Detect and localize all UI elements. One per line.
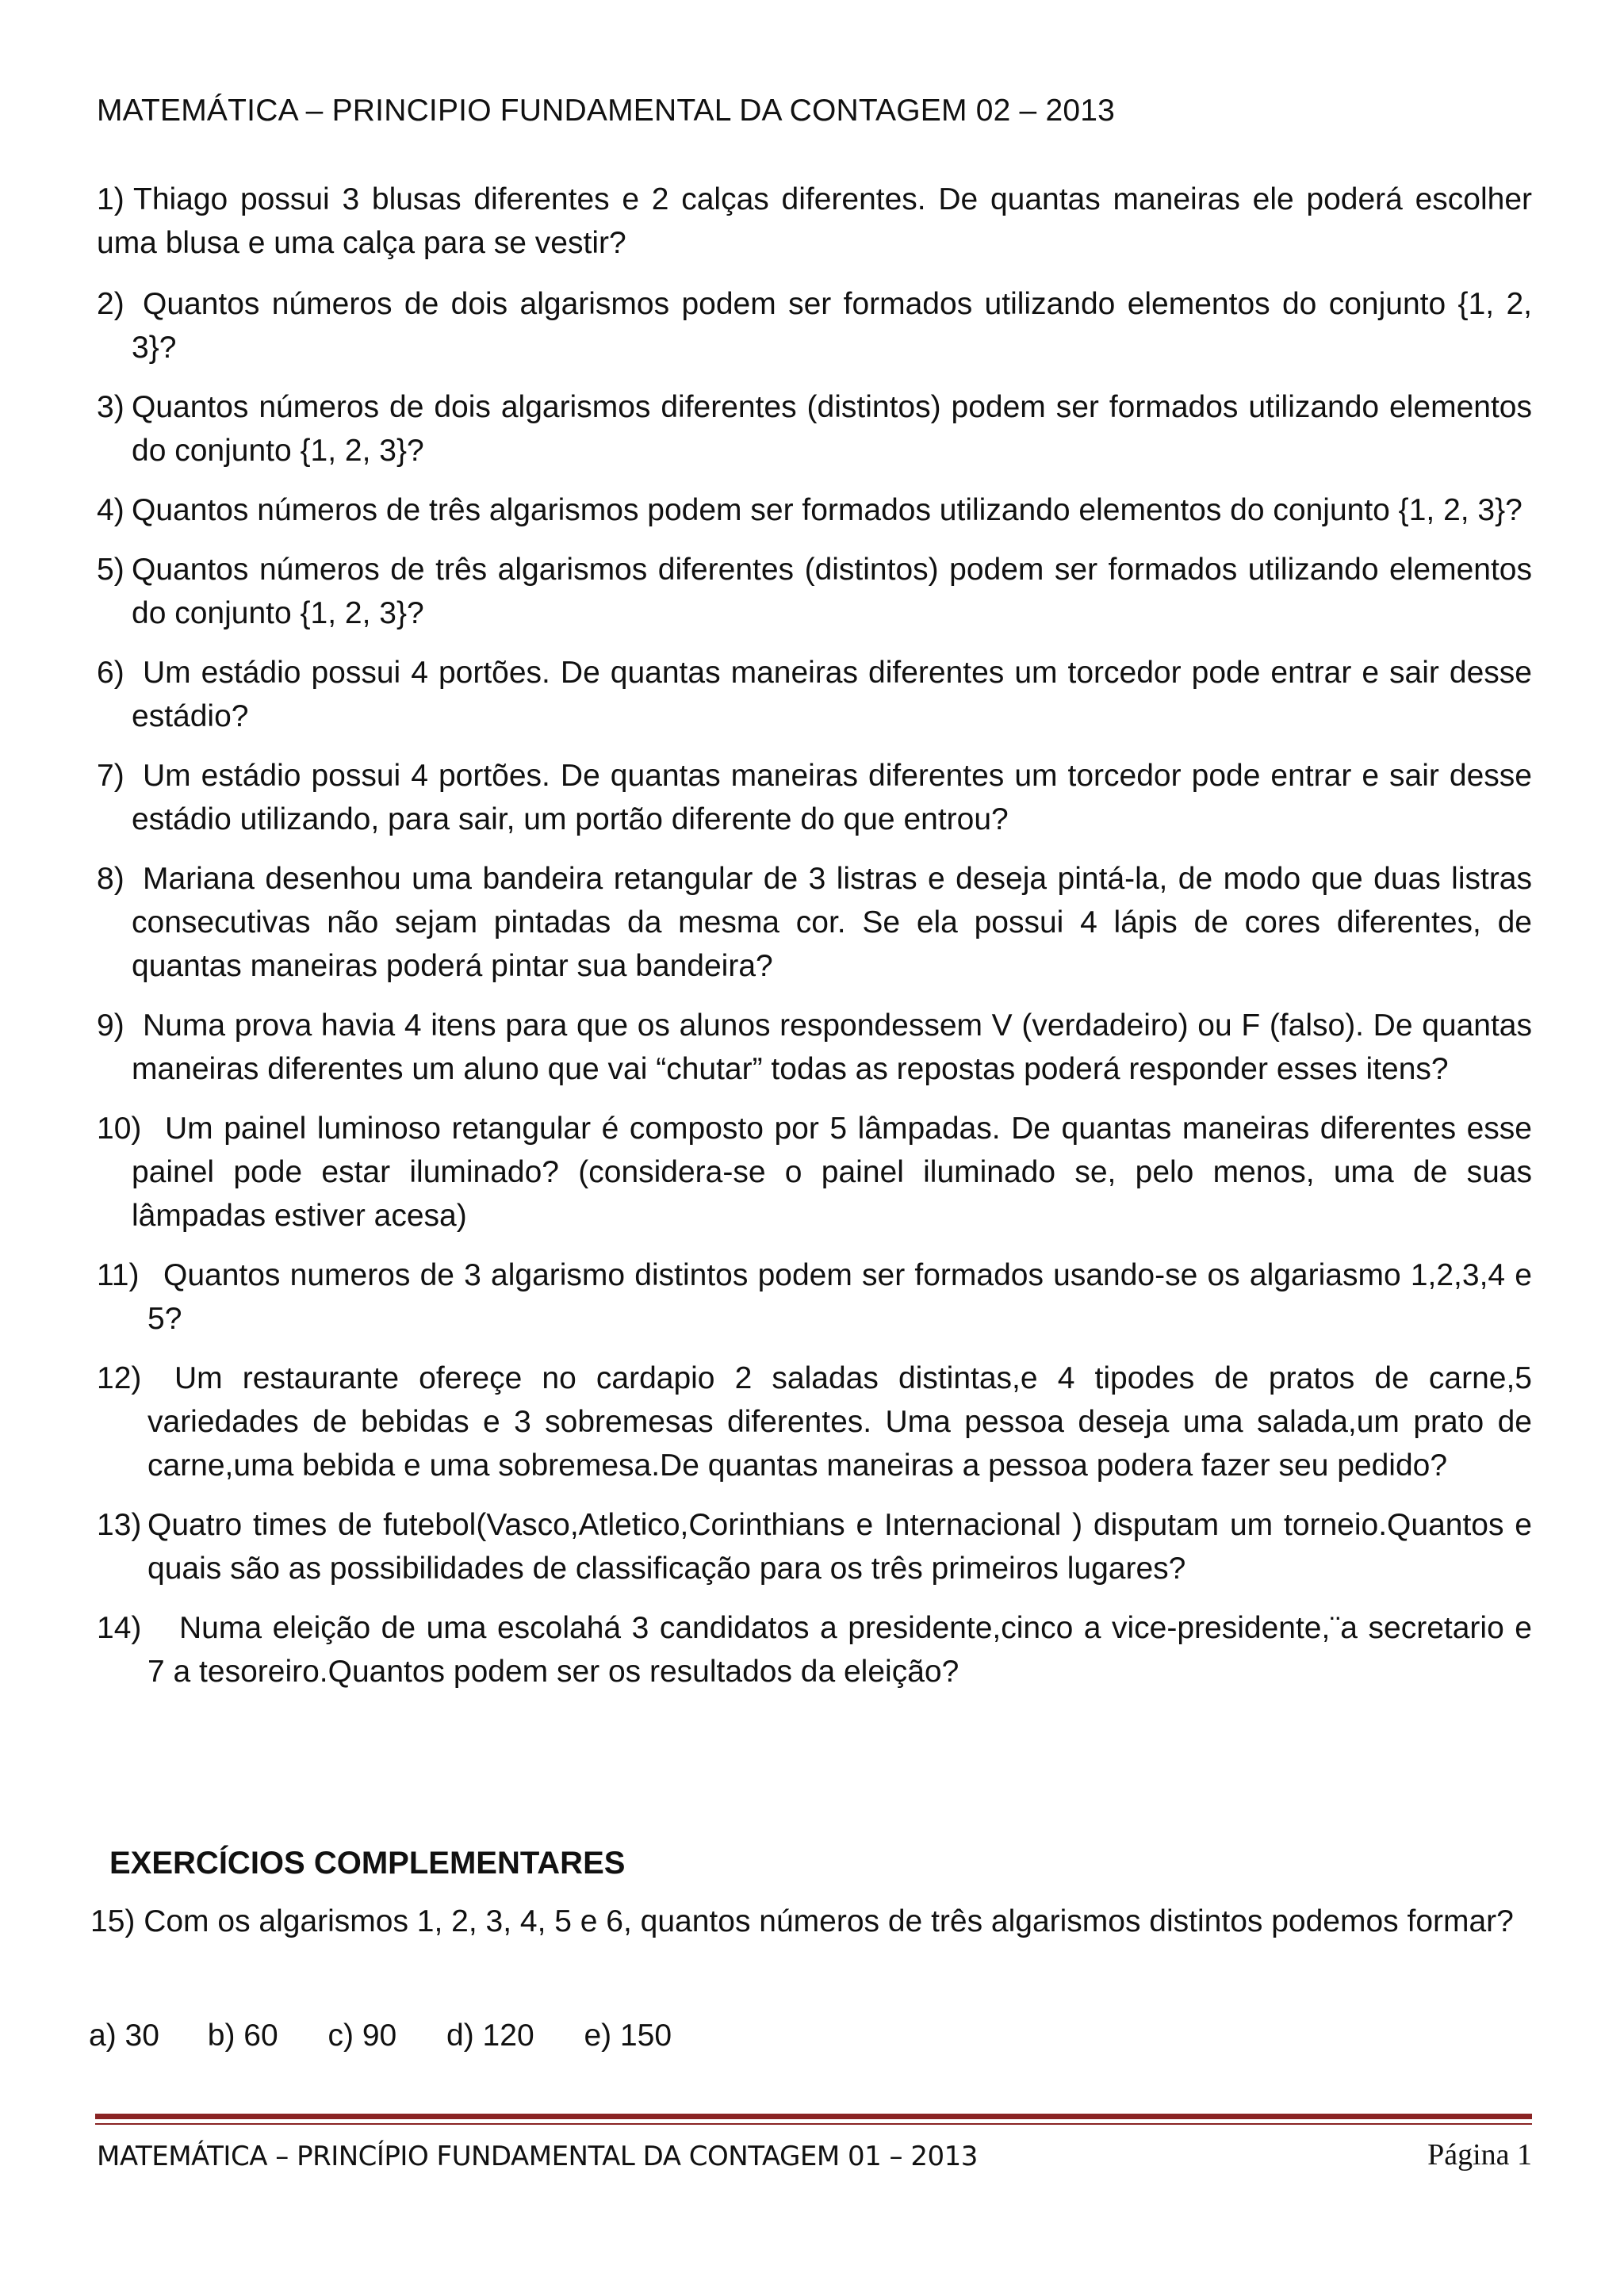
question-text: Um estádio possui 4 portões. De quantas maneiras diferentes um torcedor pode entrar e sair desse estádio utilizando, para sair, um portão diferente do que entrou? bbox=[132, 759, 1532, 836]
question-number: 7) bbox=[97, 759, 124, 793]
question-text: Um estádio possui 4 portões. De quantas maneiras diferentes um torcedor pode entrar e sair desse estádio? bbox=[132, 656, 1532, 733]
question-number: 2) bbox=[97, 287, 124, 321]
question-number: 12) bbox=[97, 1361, 142, 1395]
question-text: Quantos números de dois algarismos podem ser formados utilizando elementos do conjunto {1, 2, 3}? bbox=[132, 287, 1532, 365]
question-5 bbox=[97, 548, 1532, 635]
question-number: 4) bbox=[97, 493, 124, 527]
question-text: Numa eleição de uma escolahá 3 candidatos a presidente,cinco a vice-presidente,¨a secretario e 7 a tesoreiro.Quantos podem ser os resultados da eleição? bbox=[147, 1611, 1532, 1689]
question-number: 6) bbox=[97, 656, 124, 690]
question-8 bbox=[97, 857, 1532, 988]
option-e: e) 150 bbox=[584, 2019, 672, 2053]
question-text: Um painel luminoso retangular é composto por 5 lâmpadas. De quantas maneiras diferentes esse painel pode estar iluminado? (considera-se o painel iluminado se, pelo menos, uma de suas lâmpadas estiver acesa) bbox=[132, 1112, 1532, 1233]
footer-divider-thin bbox=[95, 2123, 1532, 2125]
question-text: Quantos números de dois algarismos diferentes (distintos) podem ser formados utilizando elementos do conjunto {1, 2, 3}? bbox=[132, 390, 1532, 468]
question-text: Quatro times de futebol(Vasco,Atletico,Corinthians e Internacional ) disputam um torneio.Quantos e quais são as possibilidades de classificação para os três primeiros lugares? bbox=[147, 1508, 1532, 1586]
question-3 bbox=[97, 385, 1532, 473]
footer-divider bbox=[95, 2114, 1532, 2119]
question-number: 9) bbox=[97, 1008, 124, 1043]
question-number: 10) bbox=[97, 1112, 142, 1146]
question-12 bbox=[97, 1357, 1532, 1487]
question-text: Um restaurante ofereçe no cardapio 2 saladas distintas,e 4 tipodes de pratos de carne,5 variedades de bebidas e 3 sobremesas diferentes. Uma pessoa deseja uma salada,um prato de carne,uma bebida e uma sobremesa.De quantas maneiras a pessoa podera fazer seu pedido? bbox=[147, 1361, 1532, 1483]
question-number: 5) bbox=[97, 553, 124, 587]
question-9 bbox=[97, 1004, 1532, 1091]
question-text: Mariana desenhou uma bandeira retangular de 3 listras e deseja pintá-la, de modo que duas listras consecutivas não sejam pintadas da mesma cor. Se ela possui 4 lápis de cores diferentes, de quantas maneiras poderá pintar sua bandeira? bbox=[132, 862, 1532, 983]
question-13 bbox=[97, 1503, 1532, 1590]
question-number: 1) bbox=[97, 182, 124, 216]
option-d: d) 120 bbox=[446, 2019, 534, 2053]
question-11 bbox=[97, 1253, 1532, 1341]
option-a: a) 30 bbox=[89, 2019, 159, 2053]
footer-title: MATEMÁTICA – PRINCÍPIO FUNDAMENTAL DA CONTAGEM 01 – 2013 bbox=[97, 2141, 978, 2172]
question-text: Numa prova havia 4 itens para que os alunos respondessem V (verdadeiro) ou F (falso). De quantas maneiras diferentes um aluno que vai “chutar” todas as repostas poderá responder esses itens? bbox=[132, 1008, 1532, 1086]
question-14 bbox=[97, 1606, 1532, 1693]
question-number: 14) bbox=[97, 1611, 142, 1645]
question-text: Thiago possui 3 blusas diferentes e 2 calças diferentes. De quantas maneiras ele poderá escolher uma blusa e uma calça para se vestir? bbox=[97, 182, 1532, 260]
question-7 bbox=[97, 754, 1532, 841]
page-title: MATEMÁTICA – PRINCIPIO FUNDAMENTAL DA CONTAGEM 02 – 2013 bbox=[97, 94, 1116, 128]
question-number: 3) bbox=[97, 390, 124, 424]
question-number: 8) bbox=[97, 862, 124, 896]
question-15: 15) Com os algarismos 1, 2, 3, 4, 5 e 6, quantos números de três algarismos distintos podemos formar? bbox=[90, 1904, 1514, 1938]
question-text: Quantos números de três algarismos diferentes (distintos) podem ser formados utilizando elementos do conjunto {1, 2, 3}? bbox=[132, 553, 1532, 630]
question-number: 11) bbox=[97, 1258, 140, 1292]
question-2 bbox=[97, 282, 1532, 369]
option-b: b) 60 bbox=[207, 2019, 278, 2053]
question-list bbox=[97, 178, 1532, 1709]
page-number: Página 1 bbox=[1427, 2138, 1532, 2172]
option-c: c) 90 bbox=[327, 2019, 397, 2053]
question-6 bbox=[97, 651, 1532, 738]
answer-options bbox=[89, 2019, 672, 2053]
question-10 bbox=[97, 1107, 1532, 1238]
question-number: 13) bbox=[97, 1508, 142, 1542]
section-title: EXERCÍCIOS COMPLEMENTARES bbox=[109, 1846, 626, 1881]
question-text: Quantos números de três algarismos podem ser formados utilizando elementos do conjunto {1, 2, 3}? bbox=[132, 493, 1522, 527]
question-4 bbox=[97, 488, 1532, 532]
question-1 bbox=[97, 178, 1532, 265]
question-text: Quantos numeros de 3 algarismo distintos podem ser formados usando-se os algariasmo 1,2,3,4 e 5? bbox=[147, 1258, 1532, 1336]
